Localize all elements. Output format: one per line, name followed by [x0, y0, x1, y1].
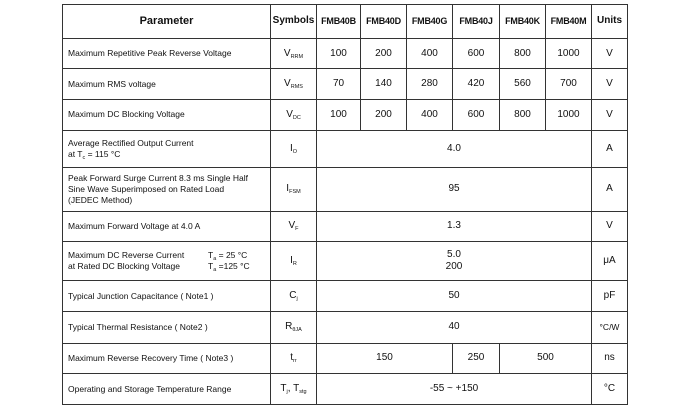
value-cell: 200 — [361, 100, 407, 131]
value-cell: 100 — [317, 38, 361, 69]
table-row — [63, 100, 628, 131]
value-cell: 700 — [546, 69, 592, 100]
value-cell: 800 — [500, 38, 546, 69]
parameter-header: Parameter — [63, 5, 271, 39]
unit-cell: V — [592, 38, 628, 69]
table-row — [63, 242, 628, 281]
parameter-cell: Operating and Storage Temperature Range — [63, 374, 271, 405]
value-cell: 420 — [453, 69, 500, 100]
value-cell: 400 — [407, 100, 453, 131]
table-row — [63, 167, 628, 211]
value-cell: 1000 — [546, 38, 592, 69]
value-cell: 600 — [453, 38, 500, 69]
value-cell: 600 — [453, 100, 500, 131]
value-cell: 40 — [317, 311, 592, 343]
symbol-cell: $I_O$ — [271, 130, 317, 167]
ratings-table — [62, 4, 628, 405]
value-cell: 1.3 — [317, 211, 592, 242]
parameter-cell: Average Rectified Output Current at $T_c = 115$ °C — [63, 130, 271, 167]
device-header-fmb40m: FMB40M — [546, 5, 592, 39]
device-header-fmb40g: FMB40G — [407, 5, 453, 39]
unit-cell: V — [592, 69, 628, 100]
value-cell: 1000 — [546, 100, 592, 131]
parameter-cell: Maximum DC Reverse Current $T_a = 25$ °C at Rated DC Blocking Voltage $T_a =125$ °C — [63, 242, 271, 281]
value-cell: 140 — [361, 69, 407, 100]
device-header-fmb40d: FMB40D — [361, 5, 407, 39]
symbol-cell: $V_{DC}$ — [271, 100, 317, 131]
header-row — [63, 5, 628, 39]
parameter-cell: Maximum Reverse Recovery Time ( Note3 ) — [63, 343, 271, 374]
value-cell: 100 — [317, 100, 361, 131]
device-header-fmb40k: FMB40K — [500, 5, 546, 39]
value-cell: 500 — [500, 343, 592, 374]
value-cell: 70 — [317, 69, 361, 100]
units-header: Units — [592, 5, 628, 39]
symbols-header: Symbols — [271, 5, 317, 39]
value-cell: 560 — [500, 69, 546, 100]
device-header-fmb40j: FMB40J — [453, 5, 500, 39]
unit-cell: A — [592, 167, 628, 211]
parameter-cell: Maximum Forward Voltage at 4.0 A — [63, 211, 271, 242]
value-cell: 150 — [317, 343, 453, 374]
value-cell: 95 — [317, 167, 592, 211]
unit-cell: μA — [592, 242, 628, 281]
table-row — [63, 343, 628, 374]
device-header-fmb40b: FMB40B — [317, 5, 361, 39]
value-cell: 400 — [407, 38, 453, 69]
unit-cell: °C/W — [592, 311, 628, 343]
value-cell: 5.0 200 — [317, 242, 592, 281]
table-row — [63, 311, 628, 343]
table-row — [63, 211, 628, 242]
parameter-cell: Typical Thermal Resistance ( Note2 ) — [63, 311, 271, 343]
symbol-cell: $C_j$ — [271, 281, 317, 312]
value-cell: -55 ~ +150 — [317, 374, 592, 405]
parameter-cell: Typical Junction Capacitance ( Note1 ) — [63, 281, 271, 312]
symbol-cell: $I_R$ — [271, 242, 317, 281]
unit-cell: V — [592, 211, 628, 242]
value-cell: 200 — [361, 38, 407, 69]
symbol-cell: $I_{FSM}$ — [271, 167, 317, 211]
value-cell: 800 — [500, 100, 546, 131]
unit-cell: V — [592, 100, 628, 131]
table-row — [63, 281, 628, 312]
unit-cell: pF — [592, 281, 628, 312]
unit-cell: °C — [592, 374, 628, 405]
unit-cell: ns — [592, 343, 628, 374]
parameter-cell: Maximum Repetitive Peak Reverse Voltage — [63, 38, 271, 69]
unit-cell: A — [592, 130, 628, 167]
value-cell: 250 — [453, 343, 500, 374]
table-row — [63, 38, 628, 69]
parameter-cell: Peak Forward Surge Current 8.3 ms Single Half Sine Wave Superimposed on Rated Load (JEDEC Method) — [63, 167, 271, 211]
value-cell: 4.0 — [317, 130, 592, 167]
table-row — [63, 374, 628, 405]
parameter-cell: Maximum RMS voltage — [63, 69, 271, 100]
symbol-cell: $t_{rr}$ — [271, 343, 317, 374]
value-cell: 280 — [407, 69, 453, 100]
value-cell: 50 — [317, 281, 592, 312]
symbol-cell: $V_F$ — [271, 211, 317, 242]
table-row — [63, 69, 628, 100]
symbol-cell: $R_{\theta JA}$ — [271, 311, 317, 343]
symbol-cell: $T_j$, $T_{stg}$ — [271, 374, 317, 405]
symbol-cell: $V_{RRM}$ — [271, 38, 317, 69]
parameter-cell: Maximum DC Blocking Voltage — [63, 100, 271, 131]
table-row — [63, 130, 628, 167]
symbol-cell: $V_{RMS}$ — [271, 69, 317, 100]
